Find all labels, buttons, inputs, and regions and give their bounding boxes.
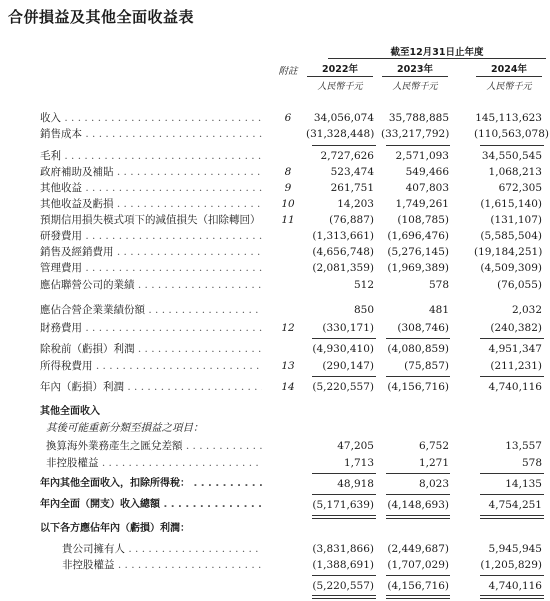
table-row: [0, 228, 550, 244]
value-2022: (31,328,448): [306, 128, 375, 140]
value-2023: (5,276,145): [387, 246, 449, 258]
row-label: 應佔聯營公司的業績 . . .: [40, 277, 262, 293]
row-label: 研發費用 . . .: [40, 228, 262, 244]
row-note: 14: [281, 381, 295, 393]
row-label: 財務費用 . . .: [40, 320, 262, 336]
value-2022: (76,887): [329, 214, 374, 226]
value-2022: 523,474: [330, 166, 374, 178]
value-2022: 14,203: [337, 198, 374, 210]
value-2022: 34,056,074: [313, 112, 374, 124]
subtotal-rule: [386, 473, 450, 474]
row-label: 應佔合營企業業績份額 . . .: [40, 302, 262, 318]
value-2022: 2,727,626: [320, 150, 374, 162]
value-2022: (5,171,639): [312, 499, 374, 511]
row-label: 所得稅費用 . . .: [40, 358, 262, 374]
value-2022: 47,205: [337, 440, 374, 452]
subtotal-rule: [480, 338, 544, 339]
subtotal-rule: [312, 145, 376, 146]
value-2022: (330,171): [322, 322, 374, 334]
value-2023: (1,969,389): [387, 262, 449, 274]
value-2024: 4,740,116: [488, 580, 542, 592]
table-row: [0, 277, 550, 293]
year-header-2024: 2024年: [491, 64, 527, 75]
value-2024: 34,550,545: [481, 150, 542, 162]
subtotal-rule: [480, 575, 544, 576]
row-label: 以下各方應佔年內（虧損）利潤：: [40, 523, 190, 534]
row-note: 10: [281, 198, 295, 210]
subtotal-rule: [480, 473, 544, 474]
subtotal-rule: [480, 376, 544, 377]
value-2023: 8,023: [418, 478, 449, 490]
row-label: 毛利 . . .: [40, 148, 262, 164]
row-label: 換算海外業務產生之匯兌差額 . . .: [46, 438, 262, 454]
table-row: [0, 578, 550, 594]
table-row: [0, 438, 550, 454]
value-2024: (1,615,140): [480, 198, 542, 210]
value-2023: (1,707,029): [387, 559, 449, 571]
total-double-rule: [480, 515, 544, 519]
section-heading: [0, 404, 550, 420]
value-2022: (2,081,359): [312, 262, 374, 274]
value-2023: (4,156,716): [387, 580, 449, 592]
value-2022: 48,918: [337, 478, 374, 490]
value-2022: 850: [353, 304, 374, 316]
value-2023: (108,785): [397, 214, 449, 226]
value-2023: (4,148,693): [387, 499, 449, 511]
row-label: 非控股權益 . . .: [62, 557, 262, 573]
value-2024: 4,951,347: [488, 343, 542, 355]
value-2024: (211,231): [490, 360, 542, 372]
subtotal-rule: [312, 338, 376, 339]
total-double-rule: [386, 595, 450, 599]
row-note: 12: [281, 322, 295, 334]
value-2024: 13,557: [505, 440, 542, 452]
value-2023: (1,696,476): [387, 230, 449, 242]
row-label: 其他收益及虧損 . . .: [40, 196, 262, 212]
row-label: 其後可能重新分類至損益之項目：: [46, 422, 204, 434]
table-row: [0, 126, 550, 142]
value-2023: 481: [428, 304, 449, 316]
row-note: 9: [284, 182, 292, 194]
row-label: 其他收益 . . .: [40, 180, 262, 196]
year-header-2022: 2022年: [322, 64, 358, 75]
subtotal-rule: [312, 494, 376, 495]
row-note: 13: [281, 360, 295, 372]
row-label: 銷售成本 . . .: [40, 126, 262, 142]
table-row: [0, 476, 550, 492]
value-2023: 6,752: [418, 440, 449, 452]
table-row: [0, 320, 550, 336]
subtotal-rule: [480, 145, 544, 146]
total-double-rule: [312, 595, 376, 599]
value-2024: 578: [521, 457, 542, 469]
value-2023: (4,156,716): [387, 381, 449, 393]
value-2023: (308,746): [397, 322, 449, 334]
row-label: 年內其他全面收入，扣除所得稅： . . .: [40, 476, 262, 492]
value-2024: (76,055): [497, 279, 542, 291]
value-2023: (4,080,859): [387, 343, 449, 355]
value-2023: (75,857): [404, 360, 449, 372]
value-2023: 407,803: [405, 182, 449, 194]
value-2022: (4,656,748): [312, 246, 374, 258]
value-2022: (290,147): [322, 360, 374, 372]
table-row: [0, 110, 550, 126]
subtotal-rule: [312, 376, 376, 377]
value-2023: 35,788,885: [388, 112, 449, 124]
value-2022: 1,713: [343, 457, 374, 469]
table-row: [0, 557, 550, 573]
table-row: [0, 358, 550, 374]
value-2023: 549,466: [405, 166, 449, 178]
value-2024: 5,945,945: [488, 543, 542, 555]
value-2022: 261,751: [330, 182, 374, 194]
row-note: 6: [284, 112, 292, 124]
value-2024: (1,205,829): [480, 559, 542, 571]
subtotal-rule: [386, 145, 450, 146]
period-header: 截至12月31日止年度: [390, 47, 484, 58]
row-label: 政府補助及補貼 . . .: [40, 164, 262, 180]
value-2024: (110,563,078): [474, 128, 549, 140]
value-2023: 1,271: [418, 457, 449, 469]
row-note: 11: [281, 214, 295, 226]
row-label: 管理費用 . . .: [40, 260, 262, 276]
table-row: [0, 212, 550, 228]
table-row: [0, 302, 550, 318]
unit-label: 人民幣千元: [392, 82, 438, 92]
value-2022: (5,220,557): [312, 580, 374, 592]
unit-label: 人民幣千元: [317, 82, 363, 92]
row-label: 年內（虧損）利潤 . . .: [40, 379, 262, 395]
period-rule: [328, 58, 546, 59]
table-row: [0, 455, 550, 471]
year-rule: [382, 76, 448, 77]
table-row: [0, 244, 550, 260]
subtotal-rule: [386, 338, 450, 339]
value-2024: 2,032: [511, 304, 542, 316]
year-header-2023: 2023年: [397, 64, 433, 75]
value-2024: (4,509,309): [480, 262, 542, 274]
subtotal-rule: [312, 575, 376, 576]
value-2024: (5,585,504): [480, 230, 542, 242]
row-label: 收入 . . .: [40, 110, 262, 126]
value-2022: (3,831,866): [312, 543, 374, 555]
value-2022: (1,313,661): [312, 230, 374, 242]
value-2024: (240,382): [490, 322, 542, 334]
table-row: [0, 379, 550, 395]
row-label: 銷售及經銷費用 . . .: [40, 244, 262, 260]
value-2023: 578: [428, 279, 449, 291]
value-2024: 14,135: [505, 478, 542, 490]
total-double-rule: [480, 595, 544, 599]
subtotal-rule: [386, 376, 450, 377]
table-row: [0, 541, 550, 557]
value-2022: 512: [353, 279, 374, 291]
row-label: 預期信用損失模式項下的減值損失（扣除轉回） . . .: [40, 212, 262, 228]
section-subheading: [0, 420, 550, 436]
subtotal-rule: [312, 473, 376, 474]
table-row: [0, 196, 550, 212]
value-2023: 2,571,093: [395, 150, 449, 162]
notes-header: 附註: [278, 66, 298, 77]
table-row: [0, 260, 550, 276]
value-2023: (2,449,687): [387, 543, 449, 555]
value-2024: (19,184,251): [474, 246, 543, 258]
table-row: [0, 164, 550, 180]
table-row: [0, 180, 550, 196]
year-rule: [476, 76, 542, 77]
year-rule: [307, 76, 373, 77]
table-row: [0, 148, 550, 164]
row-label: 年內全面（開支）收入總額 . . .: [40, 497, 262, 513]
total-double-rule: [386, 515, 450, 519]
row-label: 其他全面收入: [40, 406, 100, 417]
value-2023: 1,749,261: [395, 198, 449, 210]
subtotal-rule: [386, 494, 450, 495]
value-2024: 4,754,251: [488, 499, 542, 511]
row-label: 貴公司擁有人 . . .: [62, 541, 262, 557]
row-label: 除稅前（虧損）利潤 . . .: [40, 341, 262, 357]
value-2024: 145,113,623: [475, 112, 542, 124]
value-2024: 4,740,116: [488, 381, 542, 393]
row-label: 非控股權益 . . .: [46, 455, 262, 471]
value-2022: (5,220,557): [312, 381, 374, 393]
table-row: [0, 497, 550, 513]
section-heading: [0, 521, 550, 537]
table-row: [0, 341, 550, 357]
total-double-rule: [312, 515, 376, 519]
value-2024: 672,305: [498, 182, 542, 194]
page-title: 合併損益及其他全面收益表: [8, 8, 195, 26]
value-2024: (131,107): [490, 214, 542, 226]
value-2022: (1,388,691): [312, 559, 374, 571]
value-2024: 1,068,213: [488, 166, 542, 178]
unit-label: 人民幣千元: [486, 82, 532, 92]
subtotal-rule: [480, 494, 544, 495]
value-2023: (33,217,792): [381, 128, 450, 140]
row-note: 8: [284, 166, 292, 178]
value-2022: (4,930,410): [312, 343, 374, 355]
subtotal-rule: [386, 575, 450, 576]
